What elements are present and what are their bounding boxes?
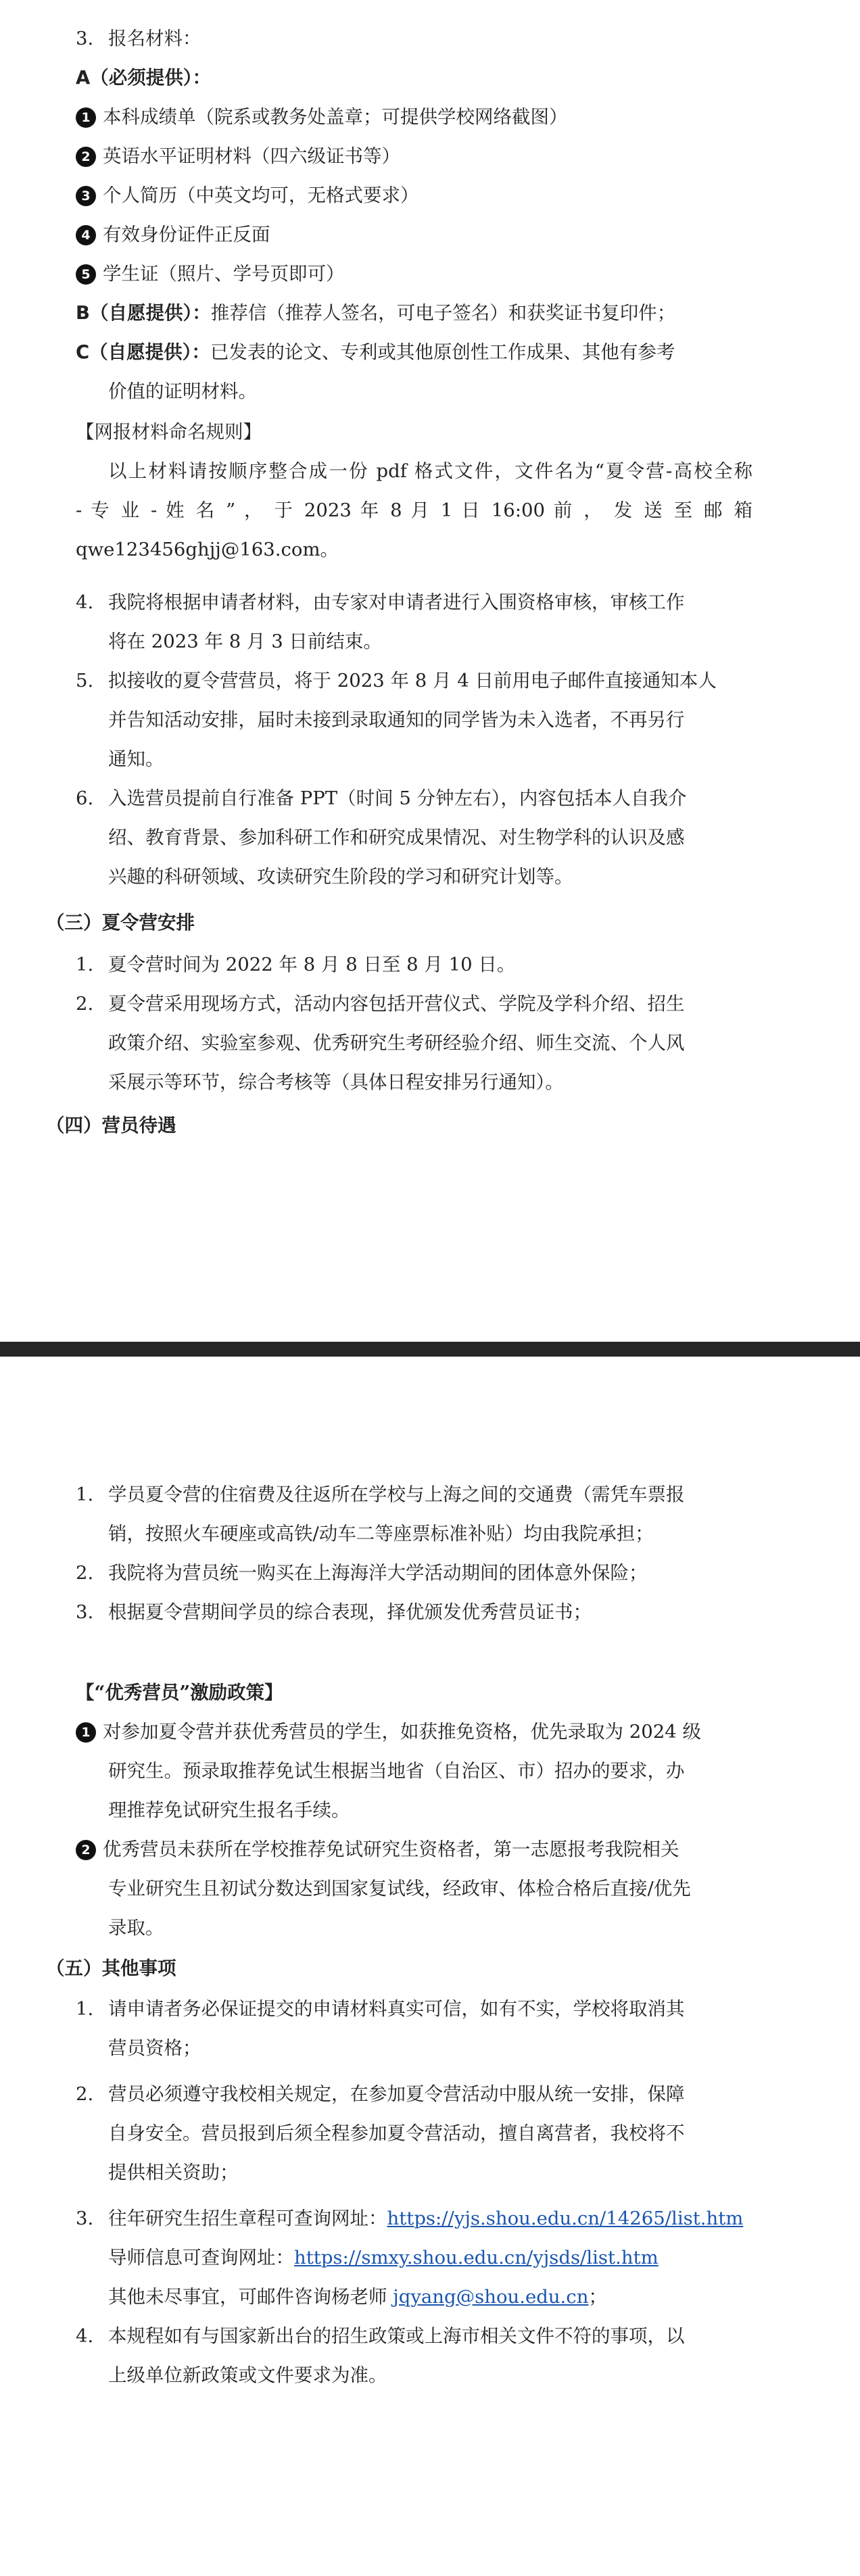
admissions-rules-link[interactable]: https://yjs.shou.edu.cn/14265/list.htm xyxy=(387,2208,744,2229)
policy-item-1-line-2: 研究生。预录取推荐免试生根据当地省（自治区、市）招办的要求，办 xyxy=(108,1760,685,1782)
treatment-item-2: 2. 我院将为营员统一购买在上海海洋大学活动期间的团体意外保险； xyxy=(76,1562,648,1584)
item-4-line-2: 将在 2023 年 8 月 3 日前结束。 xyxy=(108,631,382,652)
item-6: 6. 入选营员提前自行准备 PPT（时间 5 分钟左右），内容包括本人自我介 xyxy=(76,787,687,809)
naming-rules-line-1: 以上材料请按顺序整合成一份 pdf 格式文件，文件名为“夏令营-高校全称 xyxy=(108,460,752,482)
policy-item-2-line-3: 录取。 xyxy=(108,1917,164,1939)
required-materials-label: A（必须提供）： xyxy=(76,67,212,89)
required-item-3: 3 个人简历（中英文均可，无格式要求） xyxy=(76,176,419,215)
other-item-4-line-2: 上级单位新政策或文件要求为准。 xyxy=(108,2364,387,2386)
item-6-line-3: 兴趣的科研领域、攻读研究生阶段的学习和研究计划等。 xyxy=(108,866,573,888)
circled-number-1-icon: 1 xyxy=(76,107,96,128)
required-item-2: 2 英语水平证明材料（四六级证书等） xyxy=(76,137,400,176)
treatment-item-1-line-2: 销，按照火车硬座或高铁/动车二等座票标准补贴）均由我院承担； xyxy=(108,1523,654,1545)
schedule-item-2-line-2: 政策介绍、实验室参观、优秀研究生考研经验介绍、师生交流、个人风 xyxy=(108,1032,685,1054)
other-item-1: 1. 请申请者务必保证提交的申请材料真实可信，如有不实，学校将取消其 xyxy=(76,1998,685,2020)
other-item-1-line-2: 营员资格； xyxy=(108,2037,201,2059)
naming-rules-title: 【网报材料命名规则】 xyxy=(76,421,262,443)
treatment-item-3: 3. 根据夏令营期间学员的综合表现，择优颁发优秀营员证书； xyxy=(76,1601,592,1623)
other-item-2: 2. 营员必须遵守我校相关规定，在参加夏令营活动中服从统一安排，保障 xyxy=(76,2083,685,2105)
optional-b-line: B（自愿提供）：推荐信（推荐人签名，可电子签名）和获奖证书复印件； xyxy=(76,302,676,324)
schedule-item-2-line-3: 采展示等环节，综合考核等（具体日程安排另行通知）。 xyxy=(108,1071,564,1093)
item-3-heading: 3. 报名材料： xyxy=(76,28,201,49)
supervisor-info-link[interactable]: https://smxy.shou.edu.cn/yjsds/list.htm xyxy=(294,2247,659,2268)
other-item-2-line-2: 自身安全。营员报到后须全程参加夏令营活动，擅自离营者，我校将不 xyxy=(108,2122,685,2144)
policy-item-1: 1 对参加夏令营并获优秀营员的学生，如获推免资格，优先录取为 2024 级 xyxy=(76,1712,701,1751)
optional-c-line-2: 价值的证明材料。 xyxy=(108,381,257,402)
required-item-4: 4 有效身份证件正反面 xyxy=(76,215,270,254)
item-6-line-2: 绍、教育背景、参加科研工作和研究成果情况、对生物学科的认识及感 xyxy=(108,827,685,848)
other-item-2-line-3: 提供相关资助； xyxy=(108,2162,239,2183)
item-5-line-3: 通知。 xyxy=(108,748,164,770)
other-item-3-line-2: 导师信息可查询网址：https://smxy.shou.edu.cn/yjsds/list.htm xyxy=(108,2247,659,2268)
circled-number-1-icon: 1 xyxy=(76,1722,96,1743)
required-item-5: 5 学生证（照片、学号页即可） xyxy=(76,254,345,293)
schedule-item-1: 1. 夏令营时间为 2022 年 8 月 8 日至 8 月 10 日。 xyxy=(76,954,516,975)
circled-number-3-icon: 3 xyxy=(76,186,96,206)
naming-rules-email: qwe123456ghjj@163.com。 xyxy=(76,539,339,560)
treatment-item-1: 1. 学员夏令营的住宿费及往返所在学校与上海之间的交通费（需凭车票报 xyxy=(76,1484,685,1505)
circled-number-2-icon: 2 xyxy=(76,1840,96,1860)
other-item-4: 4. 本规程如有与国家新出台的招生政策或上海市相关文件不符的事项，以 xyxy=(76,2325,685,2347)
circled-number-2-icon: 2 xyxy=(76,147,96,167)
other-item-3-line-3: 其他未尽事宜，可邮件咨询杨老师 jqyang@shou.edu.cn； xyxy=(108,2286,607,2308)
naming-rules-line-2: - 专 业 - 姓 名 ” ， 于 2023 年 8 月 1 日 16:00 前 ， 发 送 至 邮 箱 xyxy=(76,500,752,521)
schedule-item-2: 2. 夏令营采用现场方式，活动内容包括开营仪式、学院及学科介绍、招生 xyxy=(76,993,685,1015)
section-4-title: （四）营员待遇 xyxy=(46,1115,176,1136)
contact-email-link[interactable]: jqyang@shou.edu.cn xyxy=(393,2286,589,2308)
other-item-3: 3. 往年研究生招生章程可查询网址：https://yjs.shou.edu.cn/14265/list.htm xyxy=(76,2208,744,2229)
page-divider xyxy=(0,1342,860,1357)
circled-number-5-icon: 5 xyxy=(76,264,96,285)
policy-item-1-line-3: 理推荐免试研究生报名手续。 xyxy=(108,1799,350,1821)
item-4: 4. 我院将根据申请者材料，由专家对申请者进行入围资格审核，审核工作 xyxy=(76,591,685,613)
document-page-2 xyxy=(0,1357,860,2576)
section-5-title: （五）其他事项 xyxy=(46,1958,176,1979)
circled-number-4-icon: 4 xyxy=(76,225,96,245)
policy-title: 【“优秀营员”激励政策】 xyxy=(76,1682,283,1703)
policy-item-2: 2 优秀营员未获所在学校推荐免试研究生资格者，第一志愿报考我院相关 xyxy=(76,1830,679,1869)
policy-item-2-line-2: 专业研究生且初试分数达到国家复试线，经政审、体检合格后直接/优先 xyxy=(108,1878,691,1899)
section-3-title: （三）夏令营安排 xyxy=(46,912,195,933)
item-5-line-2: 并告知活动安排，届时未接到录取通知的同学皆为未入选者，不再另行 xyxy=(108,709,685,731)
optional-c-line: C（自愿提供）：已发表的论文、专利或其他原创性工作成果、其他有参考 xyxy=(76,341,675,363)
item-5: 5. 拟接收的夏令营营员，将于 2023 年 8 月 4 日前用电子邮件直接通知本人 xyxy=(76,670,717,691)
required-item-1: 1 本科成绩单（院系或教务处盖章；可提供学校网络截图） xyxy=(76,97,568,137)
